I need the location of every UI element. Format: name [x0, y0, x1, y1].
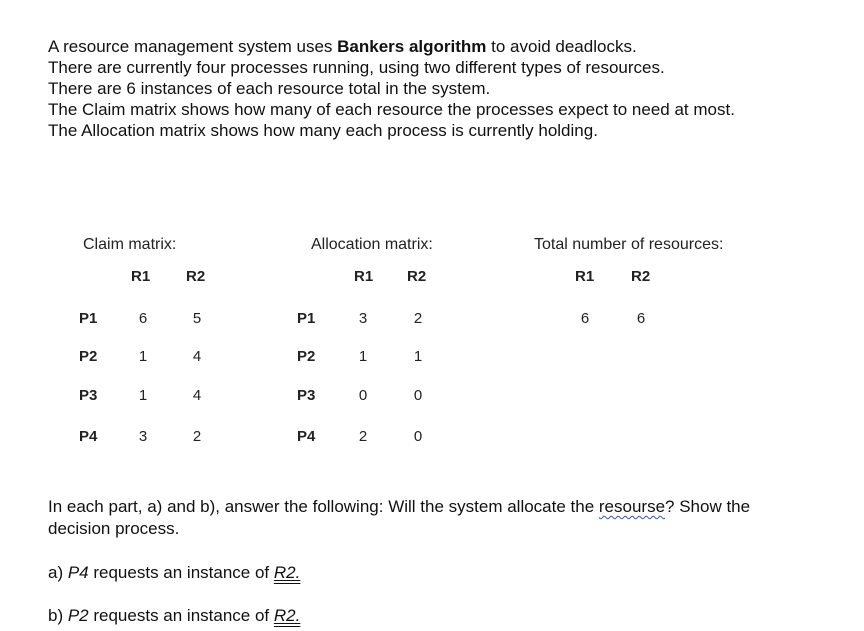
total-value-r1: 6: [580, 310, 590, 327]
allocation-cell: 1: [358, 348, 368, 365]
part-a-prefix: a): [48, 563, 68, 582]
claim-row-label: P2: [79, 348, 98, 365]
intro-line-1: [48, 36, 735, 57]
claim-row-label: P1: [79, 310, 98, 327]
intro-line-2: There are currently four processes running, using two different types of resources.: [48, 58, 665, 77]
claim-cell: 5: [192, 310, 202, 327]
intro-line-4: The Claim matrix shows how many of each resource the processes expect to need at most.: [48, 100, 735, 119]
algorithm-name: Bankers algorithm: [337, 37, 487, 56]
claim-cell: 1: [138, 348, 148, 365]
claim-cell: 4: [192, 348, 202, 365]
allocation-cell: 2: [413, 310, 423, 327]
claim-cell: 3: [138, 428, 148, 445]
allocation-header-r2: R2: [407, 268, 427, 285]
allocation-cell: 0: [358, 387, 368, 404]
part-b-text: requests an instance of: [88, 606, 274, 625]
claim-cell: 1: [138, 387, 148, 404]
problem-intro: [48, 36, 735, 141]
claim-cell: 6: [138, 310, 148, 327]
claim-header-r1: R1: [131, 268, 151, 285]
intro-line-5: The Allocation matrix shows how many each process is currently holding.: [48, 121, 598, 140]
part-b-resource: R2.: [273, 606, 301, 625]
claim-row-label: P4: [79, 428, 98, 445]
allocation-row-label: P1: [297, 310, 316, 327]
claim-cell: 4: [192, 387, 202, 404]
total-resources-title: Total number of resources:: [534, 236, 724, 253]
allocation-row-label: P3: [297, 387, 316, 404]
claim-row-label: P3: [79, 387, 98, 404]
intro-text: A resource management system uses: [48, 37, 338, 56]
intro-line-3: There are 6 instances of each resource total in the system.: [48, 79, 491, 98]
part-b-prefix: b): [48, 606, 68, 625]
claim-matrix-title: Claim matrix:: [83, 236, 177, 253]
part-b-process: P2: [67, 606, 89, 625]
allocation-cell: 0: [413, 428, 423, 445]
total-value-r2: 6: [636, 310, 646, 327]
allocation-cell: 3: [358, 310, 368, 327]
part-a-text: requests an instance of: [88, 563, 274, 582]
question-text: [48, 496, 808, 540]
question-part: ? Show the decision process.: [48, 497, 751, 538]
intro-text: to avoid deadlocks.: [486, 37, 637, 56]
claim-cell: 2: [192, 428, 202, 445]
part-a-process: P4: [67, 563, 89, 582]
misspelled-word: resourse: [598, 497, 666, 516]
allocation-cell: 2: [358, 428, 368, 445]
allocation-header-r1: R1: [354, 268, 374, 285]
total-header-r2: R2: [631, 268, 651, 285]
part-b: [48, 606, 300, 626]
part-a-resource: R2.: [273, 563, 301, 582]
total-header-r1: R1: [575, 268, 595, 285]
question-part: In each part, a) and b), answer the following: Will the system allocate the: [48, 497, 599, 516]
allocation-matrix-title: Allocation matrix:: [311, 236, 433, 253]
allocation-row-label: P2: [297, 348, 316, 365]
allocation-cell: 1: [413, 348, 423, 365]
part-a: [48, 563, 300, 583]
allocation-row-label: P4: [297, 428, 316, 445]
allocation-cell: 0: [413, 387, 423, 404]
claim-header-r2: R2: [186, 268, 206, 285]
